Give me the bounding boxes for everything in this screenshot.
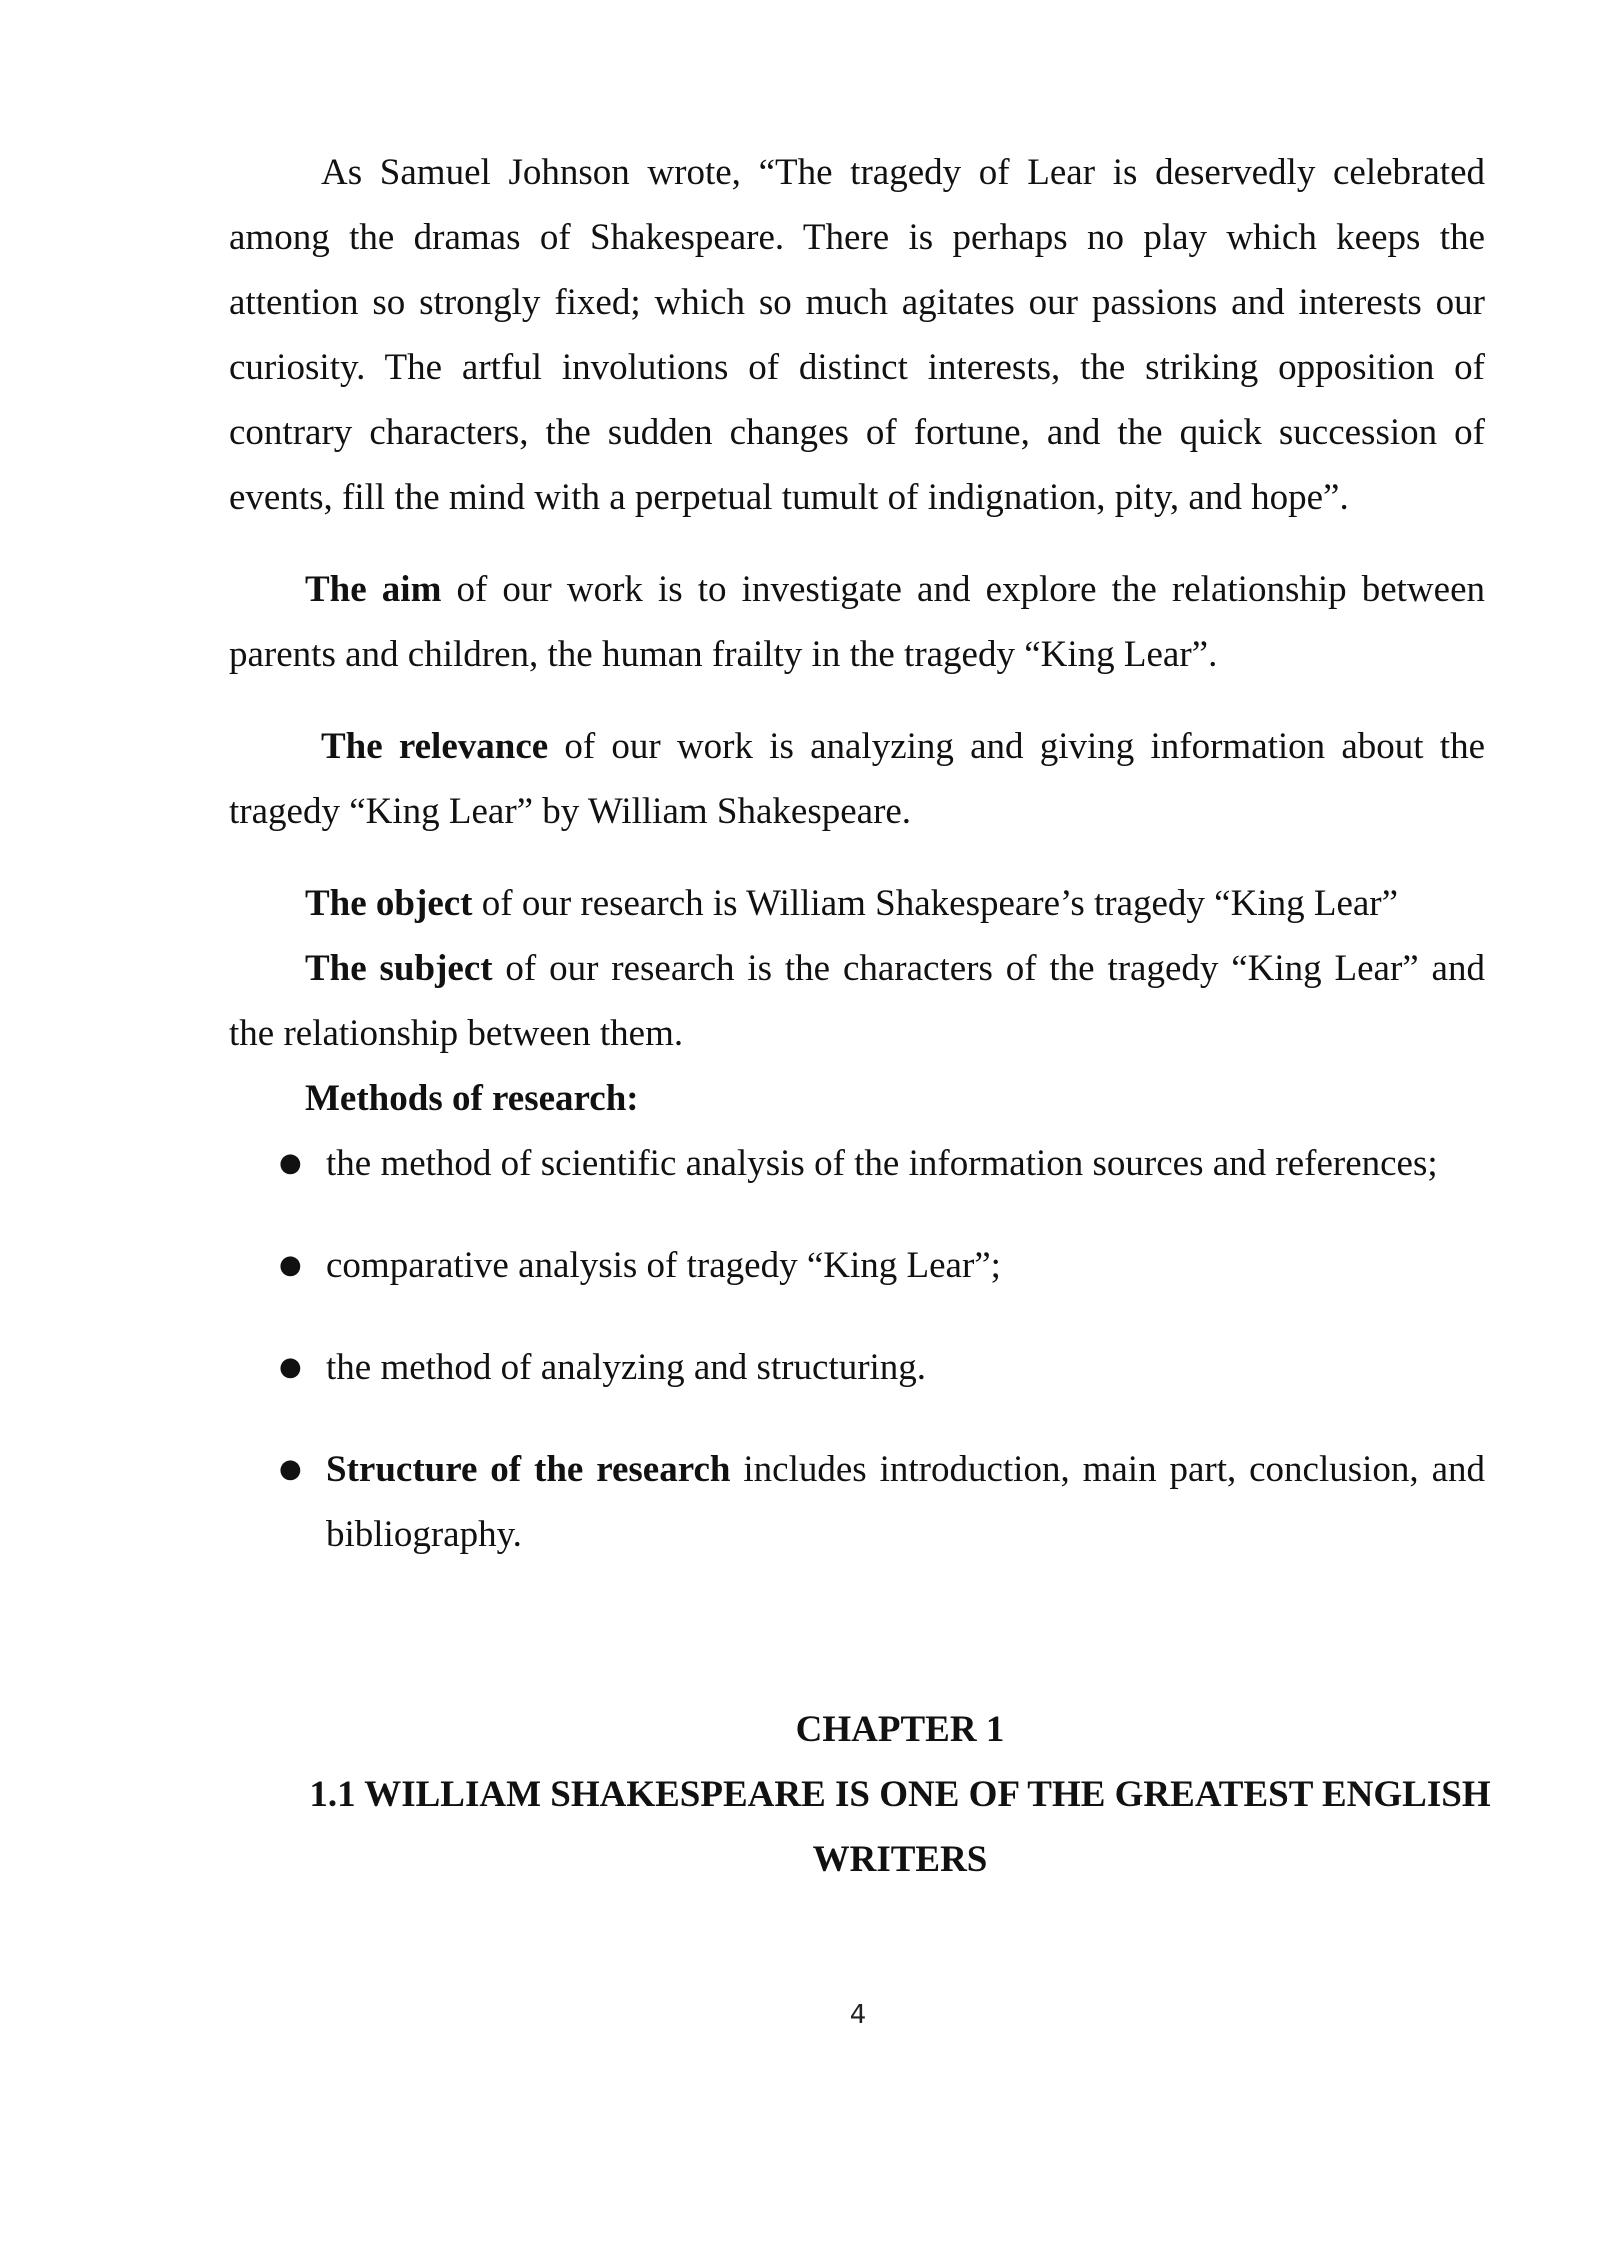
methods-heading: Methods of research: [305, 1078, 639, 1119]
methods-list [229, 1131, 1485, 1567]
object-paragraph [229, 871, 1485, 936]
aim-text: of our work is to investigate and explore the relationship between parents and children, the human frailty in the tragedy “King Lear”. [229, 569, 1485, 675]
aim-paragraph [229, 557, 1485, 687]
body-text [229, 140, 1485, 1567]
bullet-icon: ● [279, 1148, 302, 1178]
structure-label: Structure of the research [326, 1449, 731, 1490]
bullet-icon: ● [279, 1454, 302, 1484]
subject-label: The subject [305, 948, 493, 989]
chapter-number: CHAPTER 1 [795, 1709, 1005, 1750]
subject-paragraph [229, 936, 1485, 1066]
relevance-text: of our work is analyzing and giving information about the tragedy “King Lear” by William Shakespeare. [229, 726, 1485, 832]
object-label: The object [305, 883, 473, 924]
object-text: of our research is William Shakespeare’s tragedy “King Lear” [472, 883, 1399, 924]
aim-label: The aim [305, 569, 442, 610]
list-item [229, 1233, 1485, 1298]
method-item-text: the method of scientific analysis of the information sources and references; [326, 1143, 1438, 1184]
relevance-label: The relevance [321, 726, 549, 767]
method-item-text: the method of analyzing and structuring. [326, 1347, 927, 1388]
subject-text: of our research is the characters of the tragedy “King Lear” and the relationship between them. [229, 948, 1485, 1054]
bullet-icon: ● [279, 1352, 302, 1382]
relevance-paragraph [229, 714, 1485, 844]
list-item [229, 1335, 1485, 1400]
page-number: 4 [849, 2000, 867, 2030]
johnson-quote-paragraph: As Samuel Johnson wrote, “The tragedy of Lear is deservedly celebrated among the dramas of Shakespeare. There is perhaps no play which keeps the attention so strongly fixed; which so much agitates our passions and interests our curiosity. The artful involutions of distinct interests, the striking opposition of contrary characters, the sudden changes of fortune, and the quick succession of events, fill the mind with a perpetual tumult of indignation, pity, and hope”. [229, 152, 1485, 518]
method-item-text: comparative analysis of tragedy “King Lear”; [326, 1245, 1001, 1286]
structure-text: includes introduction, main part, conclusion, and bibliography. [326, 1449, 1485, 1555]
list-item [229, 1131, 1485, 1196]
bullet-icon: ● [279, 1250, 302, 1280]
list-item [229, 1437, 1485, 1567]
chapter-title: 1.1 WILLIAM SHAKESPEARE IS ONE OF THE GREATEST ENGLISH WRITERS [309, 1774, 1491, 1880]
